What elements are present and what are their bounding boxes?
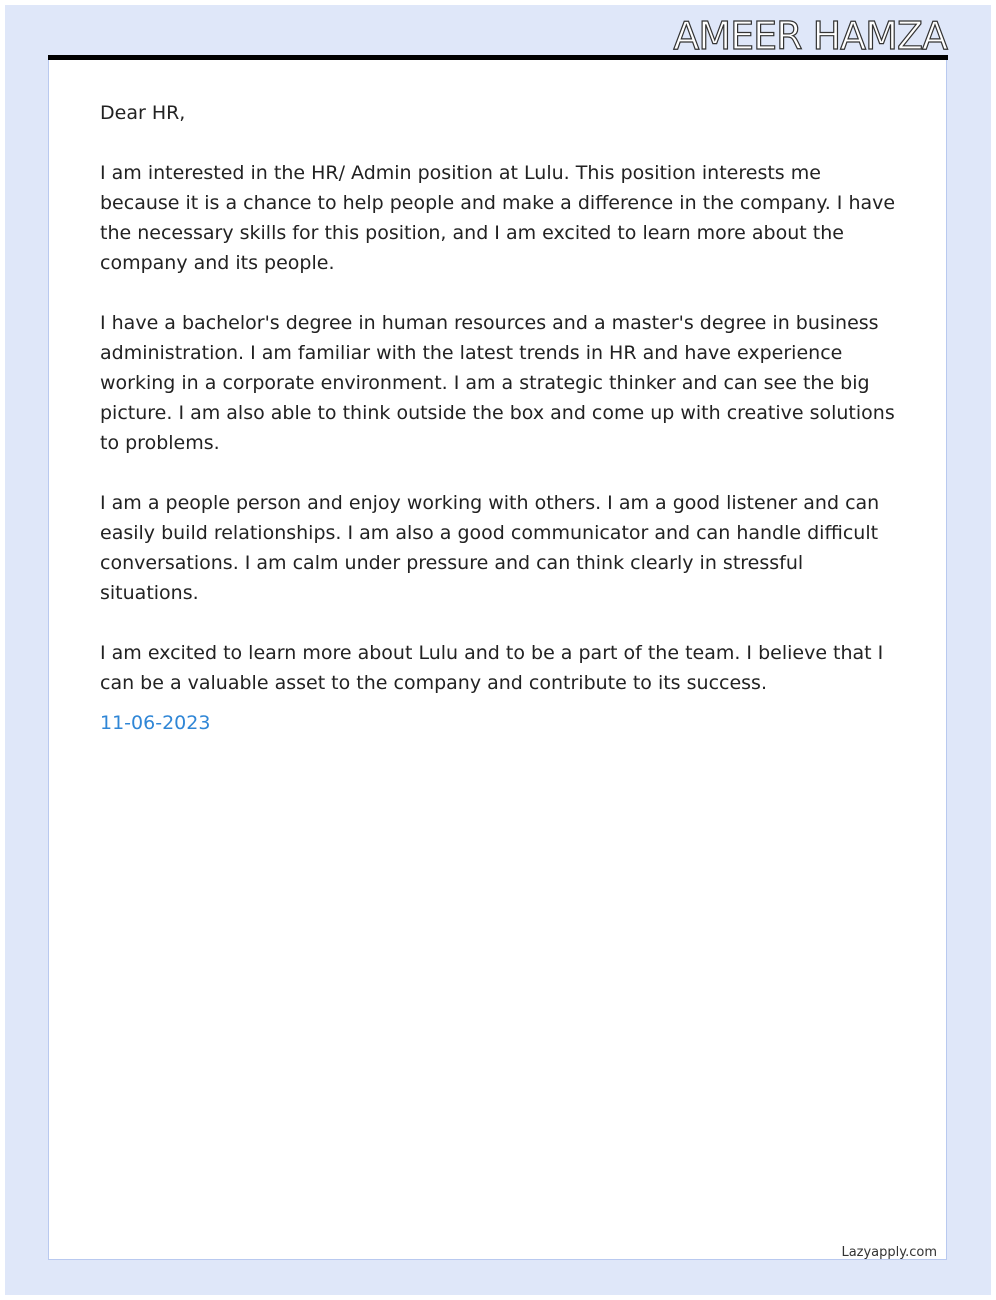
paragraph-4: I am excited to learn more about Lulu and to be a part of the team. I believe that I can be a valuable asset to the company and contribute to its success.: [100, 642, 884, 694]
cover-letter-body: [100, 98, 900, 738]
salutation: Dear HR,: [100, 102, 186, 124]
letter-date: 11-06-2023: [100, 712, 211, 734]
paragraph-2: I have a bachelor's degree in human resources and a master's degree in business administration. I am familiar with the latest trends in HR and have experience working in a corporate environment. I am a strategic thinker and can see the big picture. I am also able to think outside the box and come up with creative solutions to problems.: [100, 312, 895, 454]
paragraph-1: I am interested in the HR/ Admin position at Lulu. This position interests me because it is a chance to help people and make a difference in the company. I have the necessary skills for this position, and I am excited to learn more about the company and its people.: [100, 162, 896, 274]
paragraph-3: I am a people person and enjoy working with others. I am a good listener and can easily build relationships. I am also a good communicator and can handle difficult conversations. I am calm under pressure and can think clearly in stressful situations.: [100, 492, 880, 604]
applicant-name: AMEER HAMZA: [673, 14, 947, 58]
footer-brand: Lazyapply.com: [841, 1245, 937, 1260]
